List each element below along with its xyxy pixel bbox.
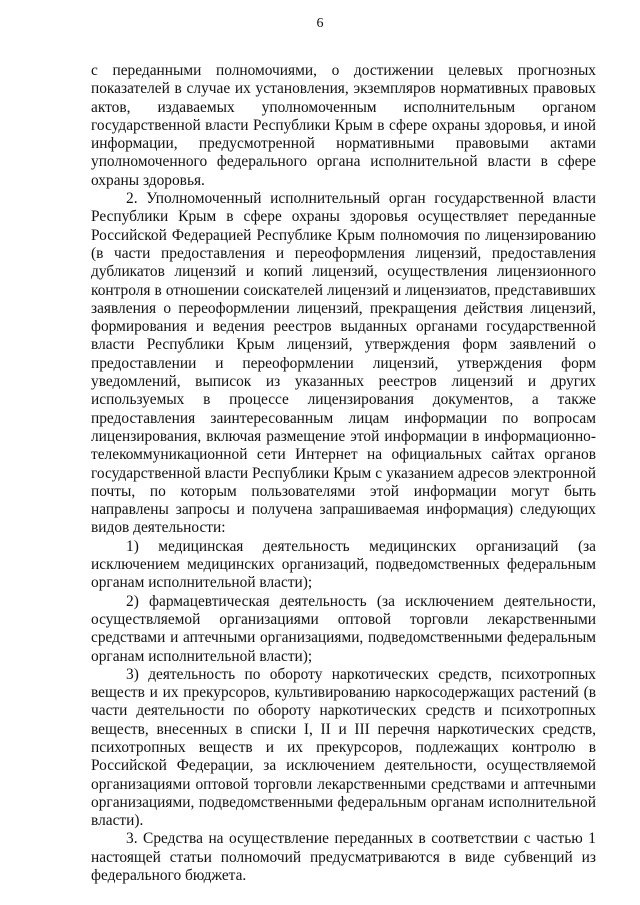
document-body <box>91 62 596 885</box>
list-item-2-pharmaceutical: 2) фармацевтическая деятельность (за исключением деятельности, осуществляемой организациями оптовой торговли лекарственными средствами и аптечными организациями, подведомственными федеральным органам исполнительной власти); <box>91 592 596 665</box>
page-number: 6 <box>316 16 324 31</box>
paragraph-3: 3. Средства на осуществление переданных в соответствии с частью 1 настоящей статьи полномочий предусматриваются в виде субвенций из федерального бюджета. <box>91 830 596 885</box>
paragraph-continuation: с переданными полномочиями, о достижении целевых прогнозных показателей в случае их установления, экземпляров нормативных правовых актов, издаваемых уполномоченным исполнительным органом государственной власти Республики Крым в сфере охраны здоровья, и иной информации, предусмотренной нормативными правовыми актами уполномоченного федерального органа исполнительной власти в сфере охраны здоровья. <box>91 62 596 189</box>
list-item-3-narcotics: 3) деятельность по обороту наркотических средств, психотропных веществ и их прекурсоров, культивированию наркосодержащих растений (в части деятельности по обороту наркотических средств и психотропных веществ, внесенных в списки I, II и III перечня наркотических средств, психотропных веществ и их прекурсоров, подлежащих контролю в Российской Федерации, за исключением деятельности, осуществляемой организациями оптовой торговли лекарственными средствами и аптечными организациями, подведомственными федеральным органам исполнительной власти). <box>91 665 596 830</box>
list-item-1-medical: 1) медицинская деятельность медицинских организаций (за исключением медицинских организаций, подведомственных федеральным органам исполнительной власти); <box>91 537 596 592</box>
paragraph-2: 2. Уполномоченный исполнительный орган государственной власти Республики Крым в сфере охраны здоровья осуществляет переданные Российской Федерацией Республике Крым полномочия по лицензированию (в части предоставления и переоформления лицензий, предоставления дубликатов лицензий и копий лицензий, осуществления лицензионного контроля в отношении соискателей лицензий и лицензиатов, представивших заявления о переоформлении лицензий, прекращения действия лицензий, формирования и ведения реестров выданных органами государственной власти Республики Крым лицензий, утверждения форм заявлений о предоставлении и переоформлении лицензий, утверждения форм уведомлений, выписок из указанных реестров лицензий и других используемых в процессе лицензирования документов, а также предоставления заинтересованным лицам информации по вопросам лицензирования, включая размещение этой информации в информационно-телекоммуникационной сети Интернет на официальных сайтах органов государственной власти Республики Крым с указанием адресов электронной почты, по которым пользователями этой информации могут быть направлены запросы и получена запрашиваемая информация) следующих видов деятельности: <box>91 190 596 537</box>
